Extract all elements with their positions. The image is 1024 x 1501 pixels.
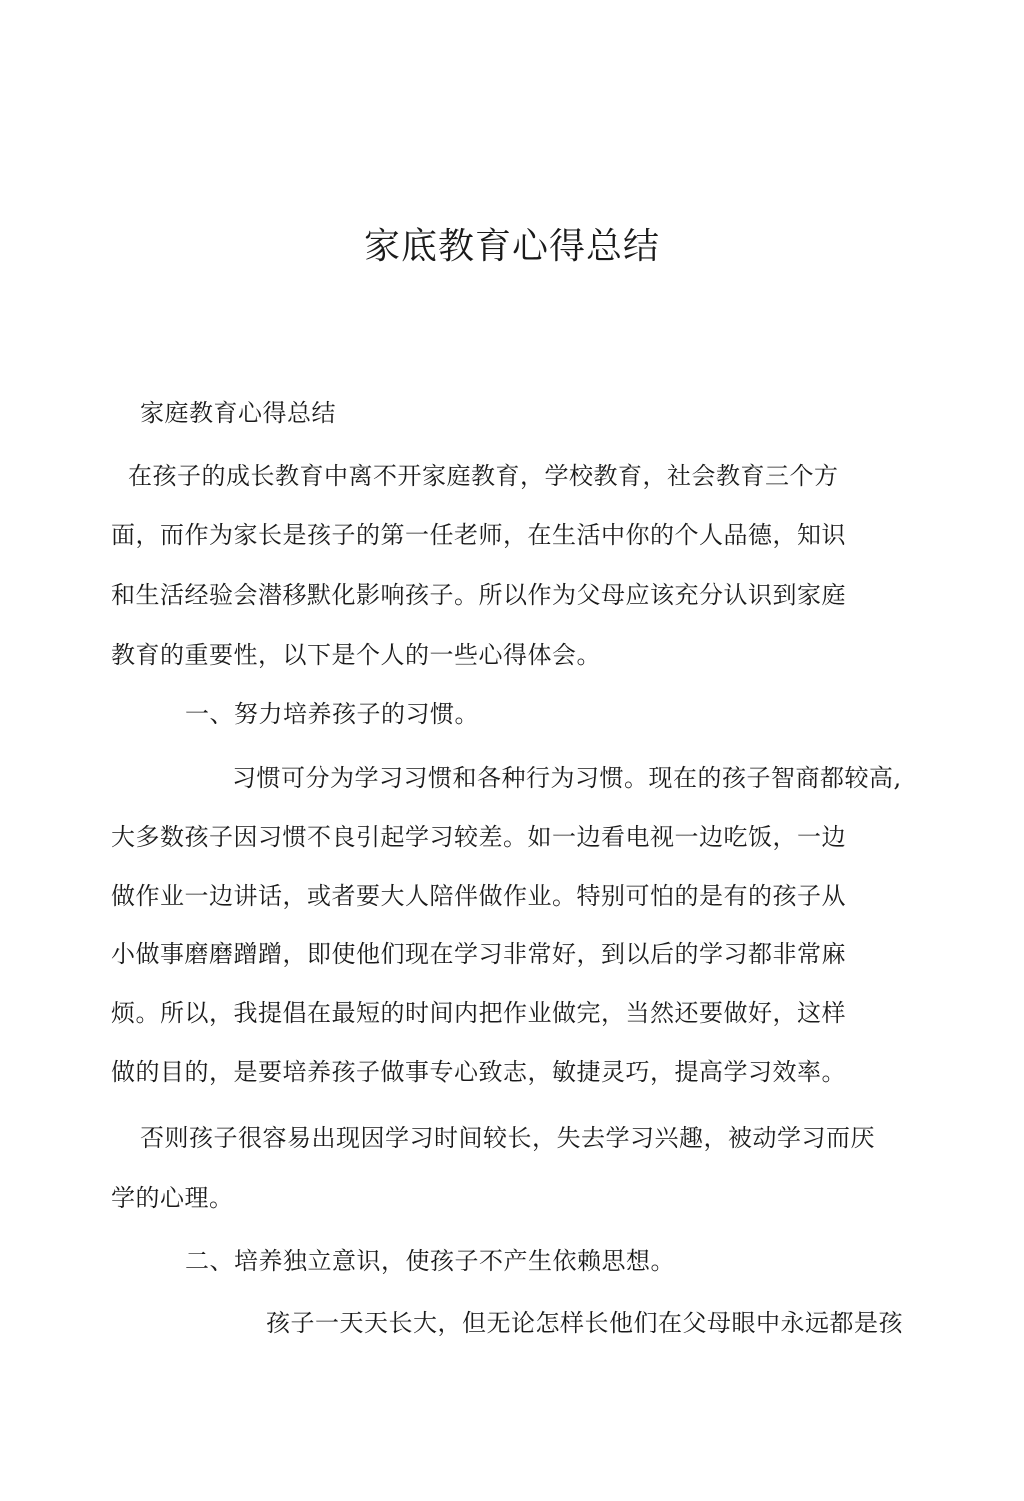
paragraph-line: 烦。所以，我提倡在最短的时间内把作业做完，当然还要做好，这样 <box>111 999 846 1027</box>
paragraph-line: 否则孩子很容易出现因学习时间较长，失去学习兴趣，被动学习而厌 <box>140 1124 875 1152</box>
section-heading: 二、培养独立意识，使孩子不产生依赖思想。 <box>185 1247 675 1275</box>
paragraph-line: 在孩子的成长教育中离不开家庭教育，学校教育，社会教育三个方 <box>128 462 839 490</box>
paragraph-line: 孩子一天天长大，但无论怎样长他们在父母眼中永远都是孩 <box>266 1309 903 1337</box>
paragraph-line: 教育的重要性，以下是个人的一些心得体会。 <box>111 641 601 669</box>
section-heading: 家庭教育心得总结 <box>140 399 336 427</box>
document-title: 家底教育心得总结 <box>363 226 660 267</box>
paragraph-line: 面，而作为家长是孩子的第一任老师，在生活中你的个人品德，知识 <box>111 521 846 549</box>
paragraph-line: 做的目的，是要培养孩子做事专心致志，敏捷灵巧，提高学习效率。 <box>111 1058 846 1086</box>
paragraph-line: 学的心理。 <box>111 1184 234 1212</box>
paragraph-line: 大多数孩子因习惯不良引起学习较差。如一边看电视一边吃饭，一边 <box>111 823 846 851</box>
paragraph-line: 和生活经验会潜移默化影响孩子。所以作为父母应该充分认识到家庭 <box>111 581 846 609</box>
paragraph-line: 小做事磨磨蹭蹭，即使他们现在学习非常好，到以后的学习都非常麻 <box>111 940 846 968</box>
paragraph-line: 做作业一边讲话，或者要大人陪伴做作业。特别可怕的是有的孩子从 <box>111 882 846 910</box>
paragraph-line: 习惯可分为学习习惯和各种行为习惯。现在的孩子智商都较高, <box>232 764 902 792</box>
section-heading: 一、努力培养孩子的习惯。 <box>185 700 479 728</box>
